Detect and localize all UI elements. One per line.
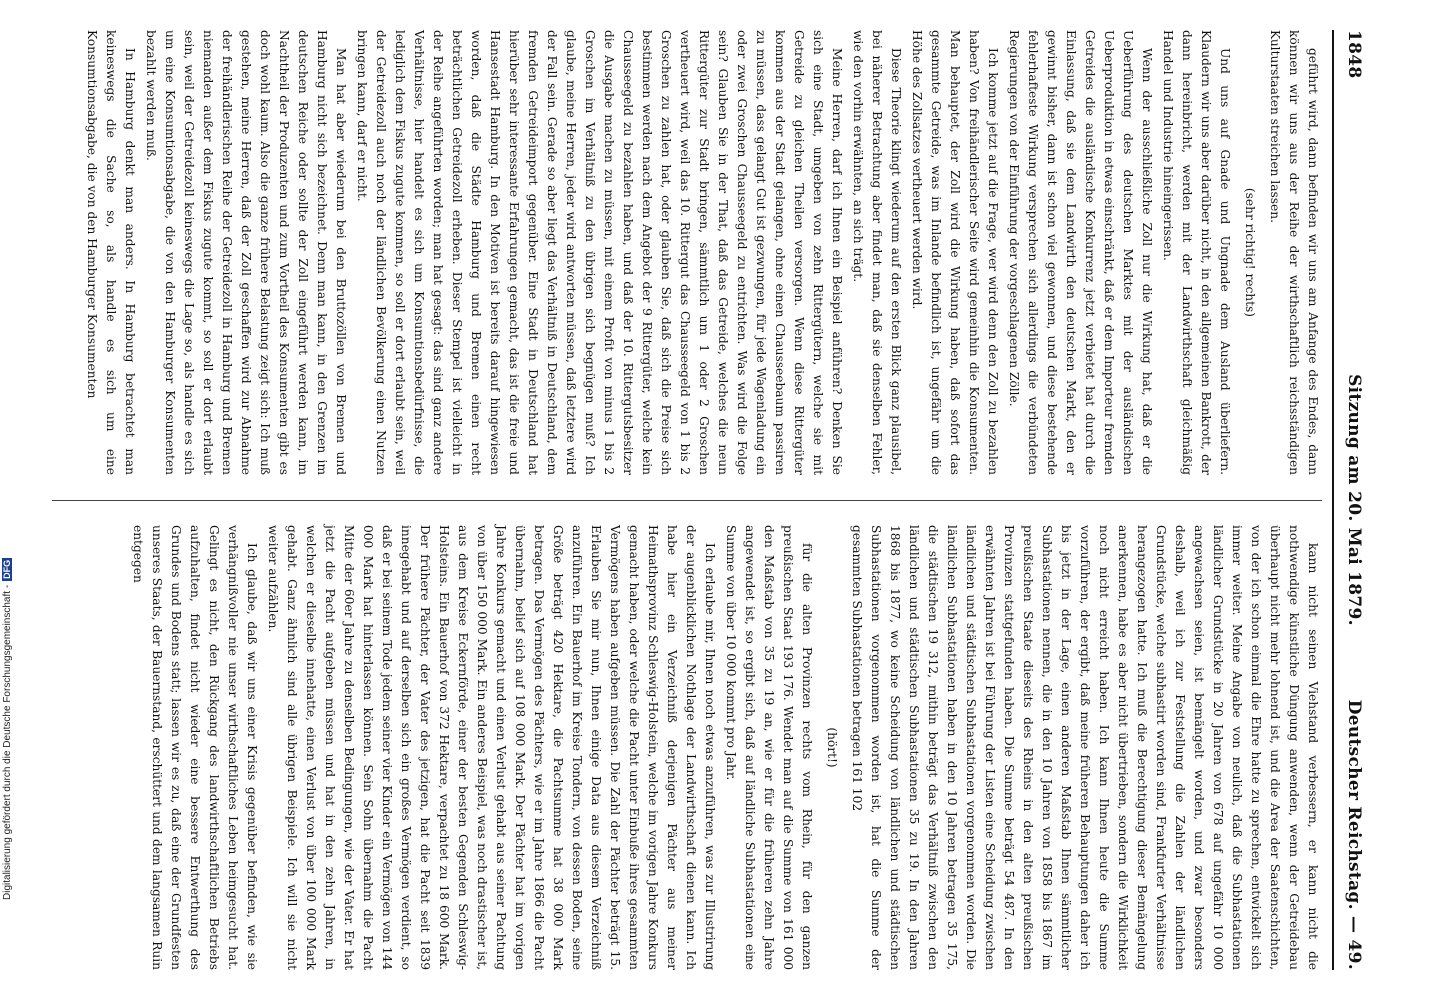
digitization-credit [2,558,13,900]
running-head: Deutscher Reichstag. — 49. [1344,699,1364,970]
paragraph: kann nicht seinen Viehstand verbessern, er kann nicht die nothwendige künstliche Düngung anwenden, wenn der Getreidebau überhaupt nicht mehr lohnend ist, und die Area der Saatenschichten, von der ich schon einmal die Ehre hatte zu sprechen, entwickelt sich immer weiter. Meine Angabe von neulich, daß die Subhastationen ländlicher Grundstücke in 20 Jahren von 678 auf ungefähr 10 000 angewachsen seien, ist bemängelt worden, und zwar besonders deshalb, weil ich zur Feststellung die Zahlen der ländlichen Grundstücke, welche subhastirt worden sind, Frankfurter Verhältnisse herangezogen hatte. Ich muß die Berechtigung dieser Bemängelung anerkennen, habe es aber nicht übertrieben, sondern die Wirklichkeit noch nicht erreicht haben. Ich kann Ihnen heute die Summe vorzuführen, der ergibt, daß meine früheren Behauptungen daher ich bis jetzt in der Lage, einen anderen Maßstab Ihnen sämmtlicher Subhastationen nennen, die in den 10 Jahren von 1858 bis 1867 im preußischen Staate dieseits des Rheins in den alten preußischen Provinzen stattgefunden haben. Die Summe beträgt 54 487. In den erwähnten Jahren ist bei Führung der Listen eine Scheidung zwischen ländlichen und städtischen Subhastationen vorgenommen worden. Die ländlichen Subhastationen haben in den 10 Jahren betragen 35 175, die städtischen 19 312, mithin beträgt das Verhältniß zwischen den ländlichen und städtischen Subhastationen 35 zu 19. In den Jahren 1868 bis 1877, wo keine Scheidung von ländlichen und städtischen Subhastationen vorgenommen worden ist, hat die Summe der gesammten Subhastationen betragen 161 102 [850,525,1320,970]
interjection: (hört!) [825,727,839,768]
paragraph: Ich glaube, daß wir uns einer Krisis gegenüber befinden, wie sie verhängnißvoller nie unser wirthschaftliches Leben heimgesucht hat. Gelingt es nicht, den Rückgang des landwirthschaftlichen Betriebs aufzuhalten, findet nicht wieder eine bessere Entwerthung des Grundes und Bodens statt; lassen wir es zu, daß eine der Grundfesten unseres Staats, der Bauernstand, erschüttert und dem langsamen Ruin entgegen [131,525,259,970]
paragraph: für die alten Provinzen rechts vom Rhein, für den ganzen preußischen Staat 193 176. Wendet man auf die Summe von 161 000 den Maßstab von 35 zu 19 an, wie er für die früheren zehn Jahre angewendet ist, so ergibt sich, daß auf ländliche Subhastationen eine Summe von über 10 000 kommt pro Jahr. [724,525,814,970]
paragraph: Ich erlaube mir, Ihnen noch etwas anzuführen, was zur Illustrirung der augenblicklichen Nothlage der Landwirthschaft dienen kann. Ich habe hier ein Verzeichniß derjenigen Pächter aus meiner Heimathsprovinz Schleswig-Holstein, welche im vorigen Jahre Konkurs gemacht haben, oder welche die Pacht unter Einbuße ihres gesammten Vermögens haben aufgeben müssen. Die Zahl der Pächter beträgt 15. Erlauben Sie mir nun, Ihnen einige Data aus diesem Verzeichniß anzuführen. Ein Bauerhof im Kreise Tondern, von dessen Boden, seine Größe beträgt 420 Hektare, die Pachtsumme hat 38 000 Mark betragen. Das Vermögen des Pächters, wie er im Jahre 1866 die Pacht übernahm, belief sich auf 108 000 Mark. Der Pächter hat im vorigen Jahre Konkurs gemacht und einen Verlust gehabt aus seiner Pachtung von über 150 000 Mark. Ein anderes Beispiel, was noch drastischer ist, aus dem Kreise Eckernförde, einer der besten Gegenden Schleswig-Holsteins. Ein Bauerhof von 372 Hektare, verpachtet zu 18 600 Mark. Der frühere Pächter, der Vater des jetzigen, hat die Pacht seit 1839 innegehabt und auf derselben sich ein großes Vermögen verdient, so daß er bei seinem Tode jedem seiner vier Kinder ein Vermögen von 144 000 Mark hat hinterlassen können. Sein Sohn übernahm die Pacht Mitte der 60er Jahre zu denselben Bedingungen, wie der Vater. Er hat jetzt die Pacht aufgeben müssen und hat in den zehn Jahren, in welchen er dieselbe innehatte, einen Verlust von über 100 000 Mark gehabt. Ganz ähnlich sind alle übrigen Beispiele. Ich will sie nicht weiter aufzählen. [266,525,717,970]
right-column [126,525,1322,970]
page-header [1334,30,1370,970]
paragraph: Und uns auf Gnade und Ungnade dem Ausland überliefern. Klaudern wir uns aber darüber nicht, in den allgemeinen Bankrott, der dann hereinbricht, werden mit der Landwirthschaft gleichmäßig Handel und Industrie hineingerissen. [1161,30,1232,475]
paragraph: Man hat aber wiederum bei den Bruttozöllen von Bremen und Hamburg nicht sich bezeichnet. Denn man kann, in den Grenzen im deutschen Reiche oder sollte der Zoll eingeführt werden kann, im Nachtheil der Produzenten und zum Vortheil des Konsumenten gibt es doch wohl kaum. Also die ganze frühere Belastung zeigt sich: Ich muß gestehen, meine Herren, daß der Zoll geschaffen wird zur Abnahme der freihändlerischen Reihe der Getreidezoll in Hamburg und Bremen niemanden außer dem Fiskus zugute kommt, so soll er dort erlaubt sein, weil der Getreidezoll keineswegs die Lage so, als handle es sich um eine Konsumtionsabgabe, die von den Hamburger Konsumenten bezahlt werden muß. [144,30,348,475]
digitization-credit-text: Digitalisierung gefördert durch die Deutsche Forschungsgemeinschaft - [2,584,13,900]
page-number: 1848 [1344,30,1364,79]
column-divider [52,500,1322,501]
paragraph: Diese Theorie klingt wiederum auf den ersten Blick ganz plausibel, bei näherer Betrachtung aber findet man, daß sie denselben Fehler, wie den vorhin erwähnten, an sich trägt. [851,30,903,475]
left-column [80,30,1322,475]
interjection: (sehr richtig! rechts) [1243,187,1257,318]
paragraph: geführt wird, dann befinden wir uns am Anfange des Endes, dann können wir uns aus der Reihe der wirthschaftlich reichsständigen Kulturstaaten streichen lassen. [1268,30,1320,475]
rotated-document-page [38,10,1378,990]
paragraph: Wenn der ausschließliche Zoll nur die Wirkung hat, daß er die Ueberführung des deutschen Marktes mit der ausländischen Ueberproduktion in etwas einschränkt, daß er dem Importeur fremden Getreides die ausländische Konkurrenz jetzt verbietet hat durch die Einlassung, daß sie dem Landwirth den deutschen Markt, den er gewinnt bisher, dann ist schon viel gewonnen, und diese bestehende fehlerhafteste Wirkung versprechen sich allerdings die verbündeten Regierungen von der Einführung der vorgeschlagenen Zölle. [1007,30,1154,475]
paragraph: Ich komme jetzt auf die Frage, wer wird denn den Zoll zu bezahlen haben? Von freihändlerischer Seite wird gemeinhin die Konsumenten. Man behauptet, der Zoll wird die Wirkung haben, daß sofort das gesammte Getreide, was im Inlande befindlich ist, ungefähr um die Höhe des Zollsatzes vertheuert werden wird. [910,30,1000,475]
header-rule [1332,30,1334,970]
dfg-logo: DFG [2,559,12,579]
paragraph: Meine Herren, darf ich Ihnen ein Beispiel anführen? Denken Sie sich eine Stadt, umgeben von zehn Rittergütern, welche sie mit Getreide zu gleichen Theilen versorgen. Wenn diese Rittergüter kommen aus der Stadt gelangen, ohne einen Chausseebaum passiren zu müssen, dass gelangt Gut ist gezwungen, für jede Wagenladung ein oder zwei Groschen Chausseegeld zu entrichten. Was wird die Folge sein? Glauben Sie in der That, daß das Getreide, welches die neun Rittergüter zur Stadt bringen, sämmtlich um 1 oder 2 Groschen vertheuert wird, weil das 10. Rittergut das Chausseegeld von 1 bis 2 Groschen zu zahlen hat, oder glauben Sie, daß sich die Preise sich bestimmen werden nach dem Angebot der 9 Rittergüter, welche kein Chausseegeld zu bezahlen haben, und daß der 10. Rittergutsbesitzer die Ausgabe machen zu müssen, mit einem Profit von minus 1 bis 2 Groschen im Verhältniß zu den übrigen sich begnügen muß? Ich glaube, meine Herren, jeder wird antworten müssen, daß letztere wird der Fall sein. Gerade so aber liegt das Verhältniß in Deutschland, dem fremden Getreideimport gegenüber. Eine Stadt in Deutschland hat hierüber sehr interessante Erfahrungen gemacht, das ist die freie und Hansestadt Hamburg. In den Motiven ist bereits darauf hingewiesen worden, daß die Städte Hamburg und Bremen einen recht beträchtlichen Getreidezoll erheben. Dieser Stempel ist vielleicht in der Reihe angeführten worden; man hat gesagt: das sind ganz andere Verhältnisse, hier handelt es sich um Konsumtionsbedürfnisse, die lediglich dem Fiskus zugute kommen, so soll er dort erlaubt sein, weil der Getreidezoll auch noch der ländlichen Bevölkerung einen Nutzen bringen kann, darf er nicht. [355,30,844,475]
session-title: Sitzung am 20. Mai 1879. [1344,374,1364,626]
paragraph: In Hamburg denkt man anders. In Hamburg betrachtet man keineswegs die Sache so, als handle es sich um eine Konsumtionsabgabe, die von den Hamburger Konsumenten [85,30,137,475]
